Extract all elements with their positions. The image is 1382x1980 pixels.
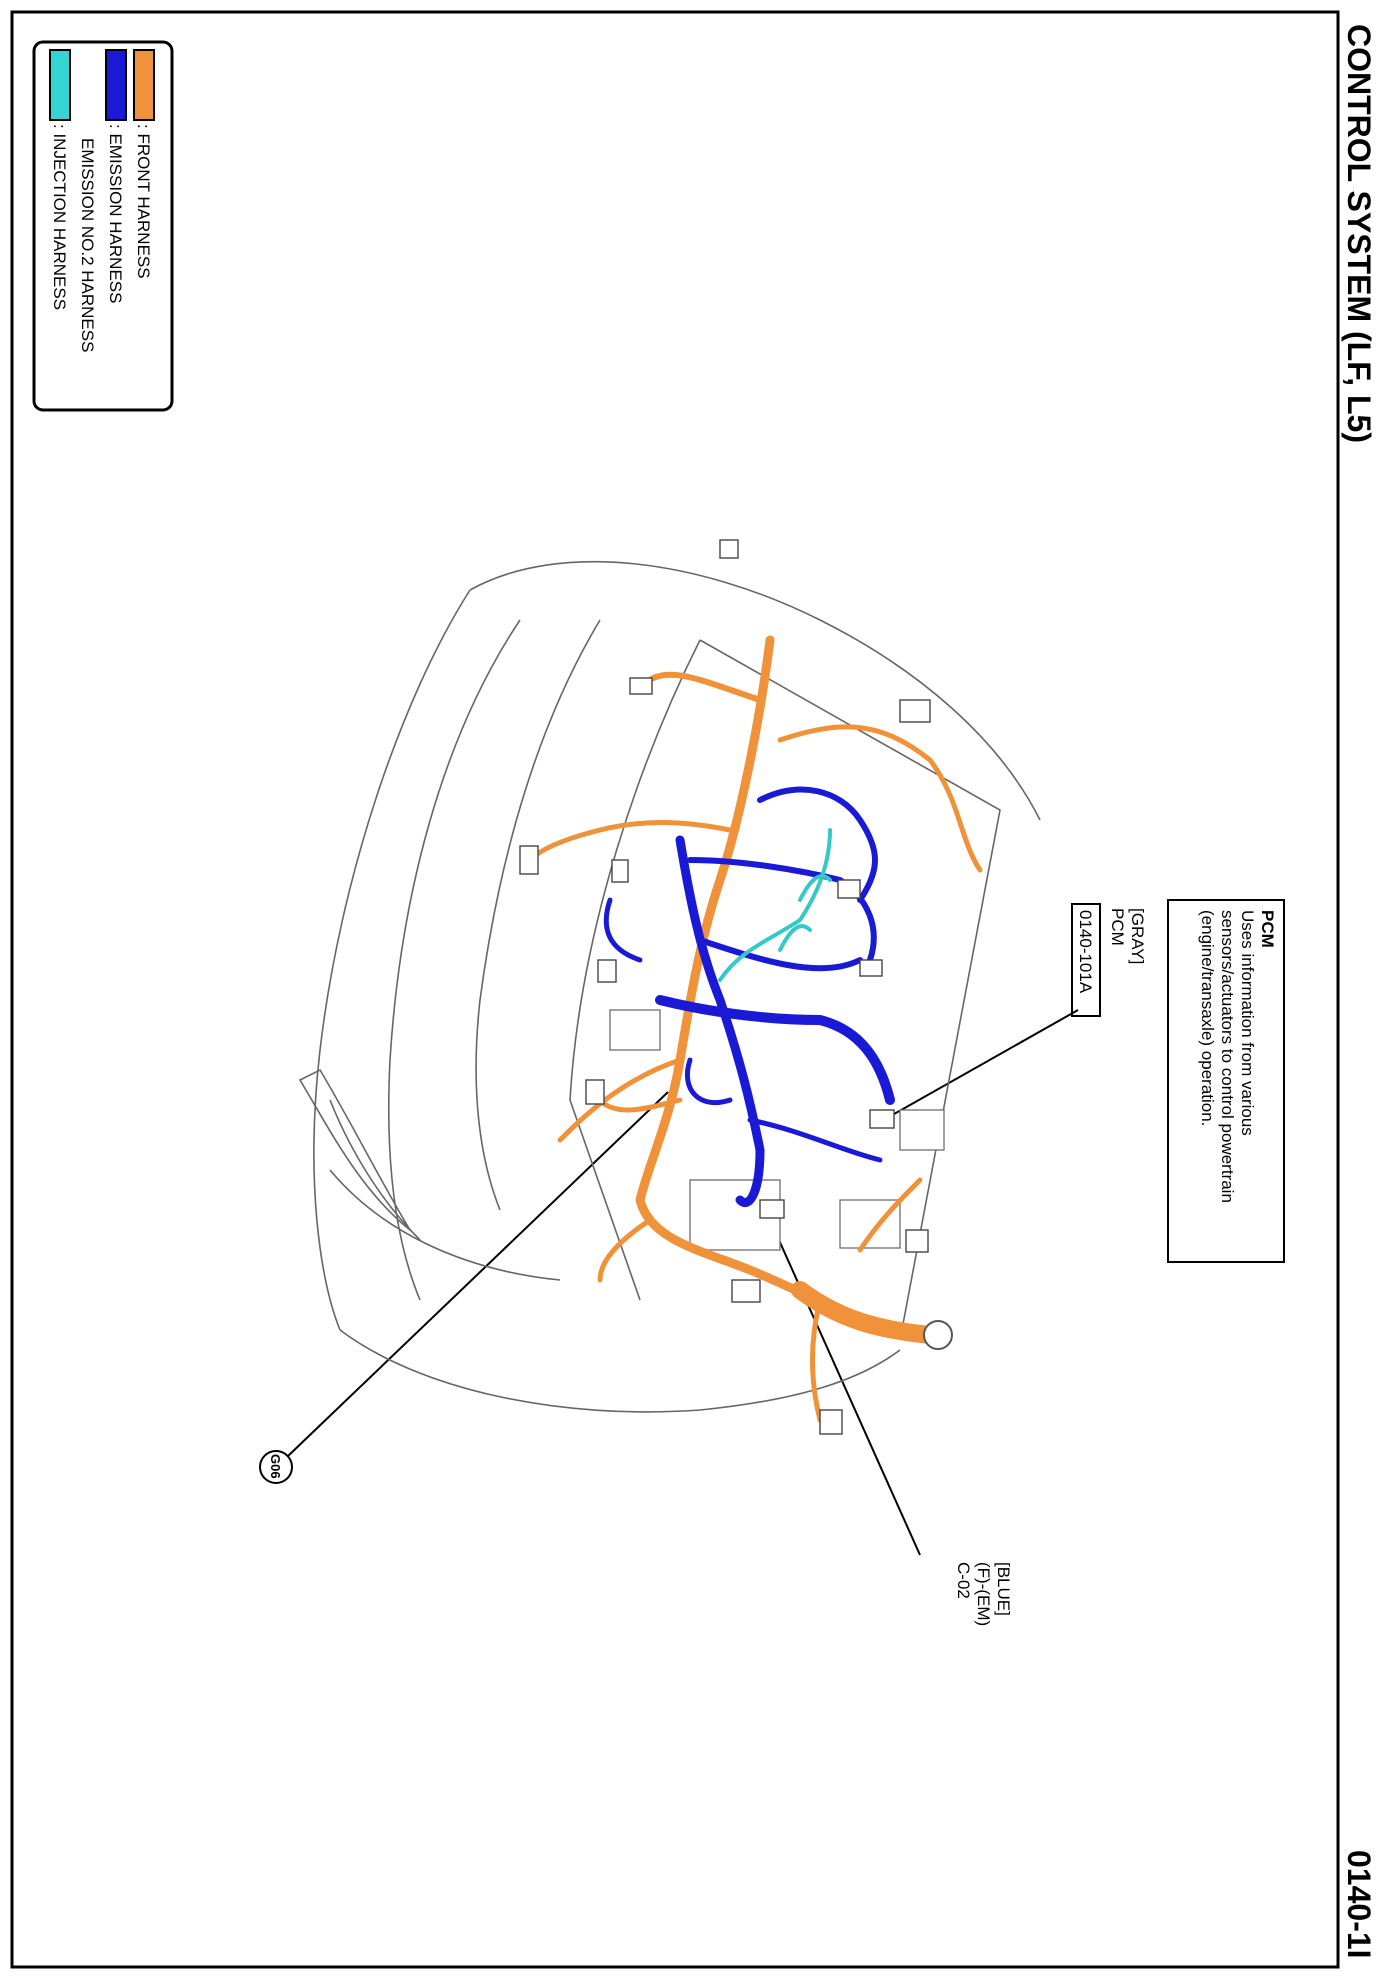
pcm-color-tag: [GRAY] xyxy=(1128,908,1147,965)
ground-callout xyxy=(260,1092,668,1483)
pcm-code: 0140-101A xyxy=(1076,910,1095,994)
emission-harness-branch xyxy=(750,1120,880,1160)
connector xyxy=(870,1110,894,1128)
connectors xyxy=(520,540,930,1434)
pcm-note-title: PCM xyxy=(1258,910,1277,948)
connector xyxy=(612,860,628,882)
emission-harness-branch xyxy=(700,940,860,968)
ground-label: G06 xyxy=(268,1454,283,1479)
ground-leader-line xyxy=(288,1092,668,1456)
connector xyxy=(520,846,538,874)
connector xyxy=(720,540,738,558)
legend-swatch-front xyxy=(134,50,154,120)
c02-color-tag: [BLUE] xyxy=(994,1562,1013,1616)
component-block xyxy=(610,1010,660,1050)
connector xyxy=(860,960,882,976)
pcm-note-line-1: Uses information from various xyxy=(1238,910,1257,1136)
connector xyxy=(630,678,652,694)
legend-label-injection: : INJECTION HARNESS xyxy=(50,124,69,311)
vehicle-outline xyxy=(300,562,1040,1412)
connector xyxy=(732,1280,760,1302)
connector xyxy=(900,700,930,722)
legend-label-emission-no2: EMISSION NO.2 HARNESS xyxy=(78,138,97,353)
connector xyxy=(838,880,860,898)
legend-swatch-injection xyxy=(50,50,70,120)
pcm-callout xyxy=(880,904,1147,1122)
front-harness-branch xyxy=(640,675,760,700)
grommet xyxy=(924,1321,952,1349)
fender-left-outline xyxy=(314,590,470,1330)
c02-name: (F)-(EM) xyxy=(974,1562,993,1627)
legend xyxy=(34,42,172,410)
c02-code: C-02 xyxy=(954,1562,973,1599)
connector xyxy=(820,1410,842,1434)
headlamp-inner-outline xyxy=(330,1100,420,1240)
legend-label-front: : FRONT HARNESS xyxy=(134,124,153,279)
injection-harness-main xyxy=(720,830,830,980)
pcm-name: PCM xyxy=(1108,908,1127,946)
legend-label-emission: : EMISSION HARNESS xyxy=(106,124,125,304)
emission-harness-main xyxy=(660,1000,890,1100)
front-harness xyxy=(530,640,980,1420)
pcm-note-line-3: (engine/transaxle) operation. xyxy=(1198,910,1217,1127)
page-number: 0140-1I xyxy=(1341,1850,1377,1959)
component-block xyxy=(900,1110,944,1150)
engine-bay-edge-left xyxy=(570,640,700,1300)
c02-callout xyxy=(770,1220,1013,1626)
pcm-leader-line xyxy=(880,1010,1078,1122)
front-harness-branch xyxy=(600,1220,650,1280)
connector xyxy=(586,1080,604,1104)
legend-swatch-emission xyxy=(106,50,126,120)
c02-leader-line xyxy=(770,1220,920,1555)
front-harness-branch xyxy=(780,727,980,870)
fender-right-outline xyxy=(389,620,520,1300)
emission-harness xyxy=(606,790,890,1203)
grille-outline xyxy=(330,1170,560,1280)
connector xyxy=(598,960,616,982)
connector xyxy=(906,1230,928,1252)
page-border xyxy=(12,12,1338,1967)
front-harness-branch xyxy=(530,823,730,861)
page-title: CONTROL SYSTEM (LF, L5) xyxy=(1341,24,1377,443)
emission-harness-branch xyxy=(606,900,640,960)
emission-harness-branch xyxy=(687,1060,730,1103)
pcm-note xyxy=(1168,900,1284,1262)
injection-harness xyxy=(720,830,830,980)
pcm-note-line-2: sensors/actuators to control powertrain xyxy=(1218,910,1237,1203)
connector xyxy=(760,1200,784,1218)
hood-outline xyxy=(470,562,1040,820)
